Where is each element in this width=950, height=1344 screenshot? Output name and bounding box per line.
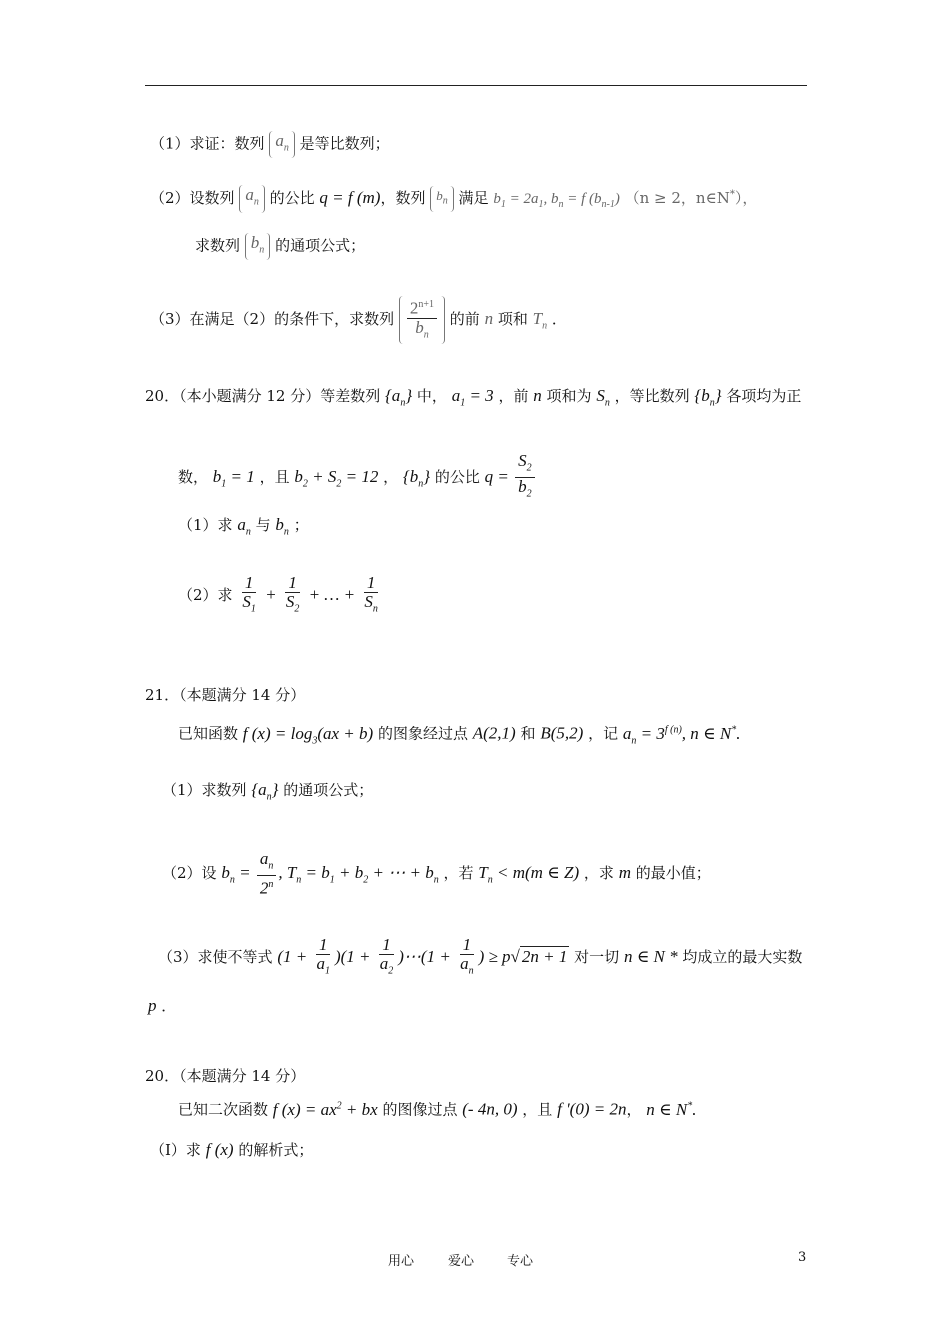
footer-right: 专心 [507,1254,534,1269]
q-prev-part-1: （1）求证：数列 $a_n$ 是等比数列； [150,131,390,158]
q20b-header: 20．（本题满分 14 分） [145,1067,306,1085]
q20b-intro: 已知二次函数 f $(x) = ax^2$ + bx 的图像过点 (- 4n, 0) ，且 f '(0) = 2n， n ∈ N*. [178,1099,697,1119]
q21-intro: 已知函数 f $(x) = \log_3(ax + b)$ 的图象经过点 A(2,1) 和 B(5,2) ，记 $a_n = 3^{f (n)}$, n ∈ N*. [178,723,741,747]
q20a-line-2: 数， $b_1 = 1$ ，且 $b_2 + S_2 = 12$ ， $\{b_n\}$ 的公比 q = $\frac{S_2}{b_2}$ [178,452,537,504]
q20a-header: 20．（本小题满分 12 分）等差数列 $\{a_n\}$ 中， $a_1 = 3$ ，前 n 项和为 $S_n$ ，等比数列 $\{b_n\}$ 各项均为正 [145,386,802,409]
q20b-part-1: （Ⅰ）求 f (x) 的解析式； [150,1140,314,1159]
q21-part-3-end: p ． [148,996,177,1015]
q-prev-part-2b: 求数列 $b_n$ 的通项公式； [195,233,365,260]
header-rule [145,85,807,86]
q21-header: 21．（本题满分 14 分） [145,686,306,704]
q20a-part-1: （1）求 $a_n$ 与 $b_n$ ； [178,515,309,538]
footer-left: 用心 [388,1254,415,1269]
q20a-part-2: （2）求 $\frac{1}{S_1}$ + $\frac{1}{S_2}$ + … + $\frac{1}{S_n}$ [178,573,378,615]
page-number: 3 [798,1250,807,1265]
q21-part-3: （3）求使不等式 (1 + $\frac{1}{a_1}$ )(1 + $\frac{1}{a_2}$ )⋯(1 + $\frac{1}{a_n}$ ) ≥ p√ 2n + 1 对一切 n ∈ N * 均成立的最大实数 [158,935,803,977]
footer-mid: 爱心 [448,1254,475,1269]
q-prev-part-2: （2）设数列 $a_n$ 的公比 q = f (m)，数列 $b_n$ 满足 $b_1 = 2a_1$, $b_n = f$ $(b_{n-1}) (n \ge 2$，n∈N*）， [150,185,757,215]
q21-part-1: （1）求数列 $\{a_n\}$ 的通项公式； [162,780,374,803]
q21-part-2: （2）设 $b_n$ = $\frac{a_n}{2^n}$ , $T_n = b_1 + b_2$ + ⋯ + $b_n$ ，若 $T_n < m(m$ ∈ Z) ，求 m 的最小值； [162,849,711,899]
q-prev-part-3: （3）在满足（2）的条件下，求数列 $\frac{2^{n+1}}{b_n}$ 的前 n 项和 $T_n$ ． [150,296,567,344]
